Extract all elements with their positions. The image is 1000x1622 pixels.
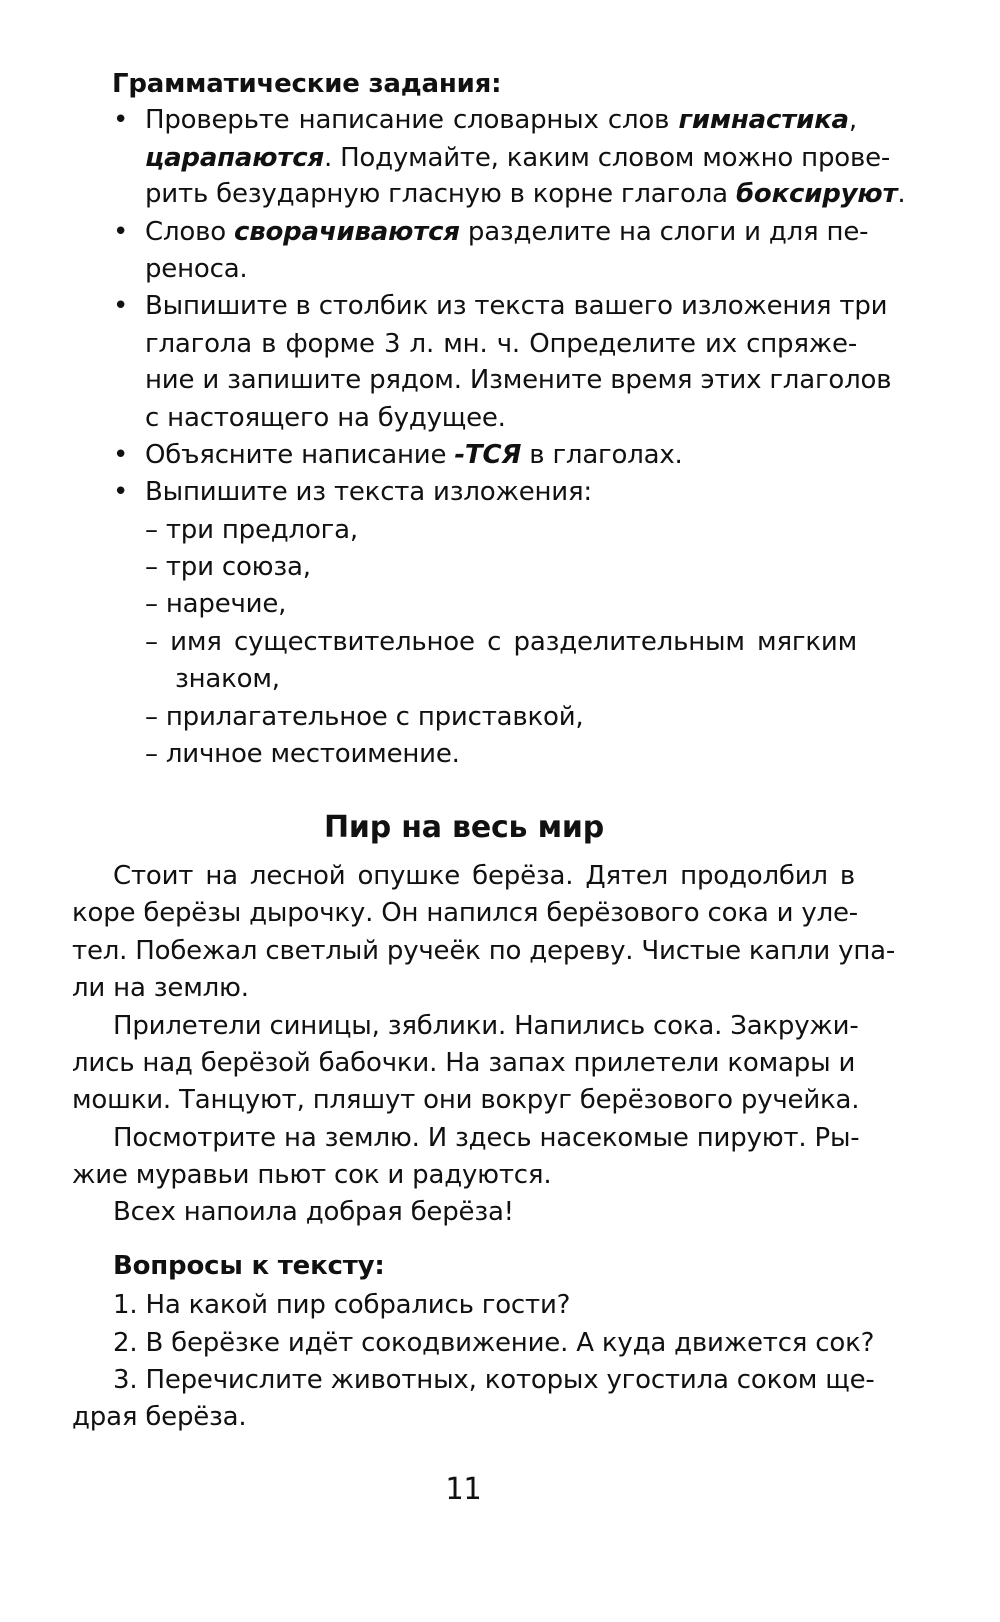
question-1: 1. На какой пир собрались гости? <box>113 1290 571 1320</box>
bullet-icon: • <box>113 105 129 135</box>
task5-dash1: – три предлога, <box>145 515 358 545</box>
bullet-icon: • <box>113 477 129 507</box>
task5-dash5: – прилагательное с приставкой, <box>145 702 584 732</box>
task4-line1: Объясните написание -ТСЯ в глаголах. <box>145 440 683 470</box>
bullet-icon: • <box>113 217 129 247</box>
story-p1-line2: коре берёзы дырочку. Он напился берёзового сока и уле- <box>72 898 858 928</box>
questions-heading: Вопросы к тексту: <box>113 1251 385 1281</box>
story-p1-line4: ли на землю. <box>72 973 249 1003</box>
story-p2-line2: лись над берёзой бабочки. На запах прилетели комары и <box>72 1048 856 1078</box>
task5-dash4-line1: – имя существительное с разделительным мягким <box>145 627 857 657</box>
task1-line2: царапаются. Подумайте, каким словом можно прове- <box>145 143 891 173</box>
story-p4-line1: Всех напоила добрая берёза! <box>113 1197 514 1227</box>
task2-line1: Слово сворачиваются разделите на слоги и для пе- <box>145 217 869 247</box>
task3-line4: с настоящего на будущее. <box>145 403 506 433</box>
task2-line2: реноса. <box>145 254 248 284</box>
question-3-line2: драя берёза. <box>72 1402 247 1432</box>
story-p3-line2: жие муравьи пьют сок и радуются. <box>72 1160 552 1190</box>
task5-dash6: – личное местоимение. <box>145 739 460 769</box>
bullet-icon: • <box>113 291 129 321</box>
bullet-icon: • <box>113 440 129 470</box>
story-p1-line1: Стоит на лесной опушке берёза. Дятел продолбил в <box>113 861 855 891</box>
story-p2-line1: Прилетели синицы, зяблики. Напились сока. Закружи- <box>113 1011 859 1041</box>
story-p2-line3: мошки. Танцуют, пляшут они вокруг берёзового ручейка. <box>72 1085 860 1115</box>
task1-line1: Проверьте написание словарных слов гимнастика, <box>145 105 857 135</box>
task5-line1: Выпишите из текста изложения: <box>145 477 592 507</box>
question-3-line1: 3. Перечислите животных, которых угостила соком ще- <box>113 1365 875 1395</box>
task3-line3: ние и запишите рядом. Измените время этих глаголов <box>145 365 892 395</box>
task5-dash4-line2: знаком, <box>175 664 280 694</box>
story-p3-line1: Посмотрите на землю. И здесь насекомые пируют. Ры- <box>113 1123 860 1153</box>
story-p1-line3: тел. Побежал светлый ручеёк по дереву. Чистые капли упа- <box>72 936 896 966</box>
grammar-heading: Грамматические задания: <box>112 69 502 99</box>
task3-line2: глагола в форме 3 л. мн. ч. Определите их спряже- <box>145 329 857 359</box>
task3-line1: Выпишите в столбик из текста вашего изложения три <box>145 291 888 321</box>
task5-dash2: – три союза, <box>145 552 311 582</box>
story-title: Пир на весь мир <box>323 810 604 845</box>
task5-dash3: – наречие, <box>145 589 287 619</box>
page-number: 11 <box>445 1472 482 1507</box>
question-2: 2. В берёзке идёт сокодвижение. А куда движется сок? <box>113 1328 875 1358</box>
task1-line3: рить безударную гласную в корне глагола боксируют. <box>145 179 906 209</box>
